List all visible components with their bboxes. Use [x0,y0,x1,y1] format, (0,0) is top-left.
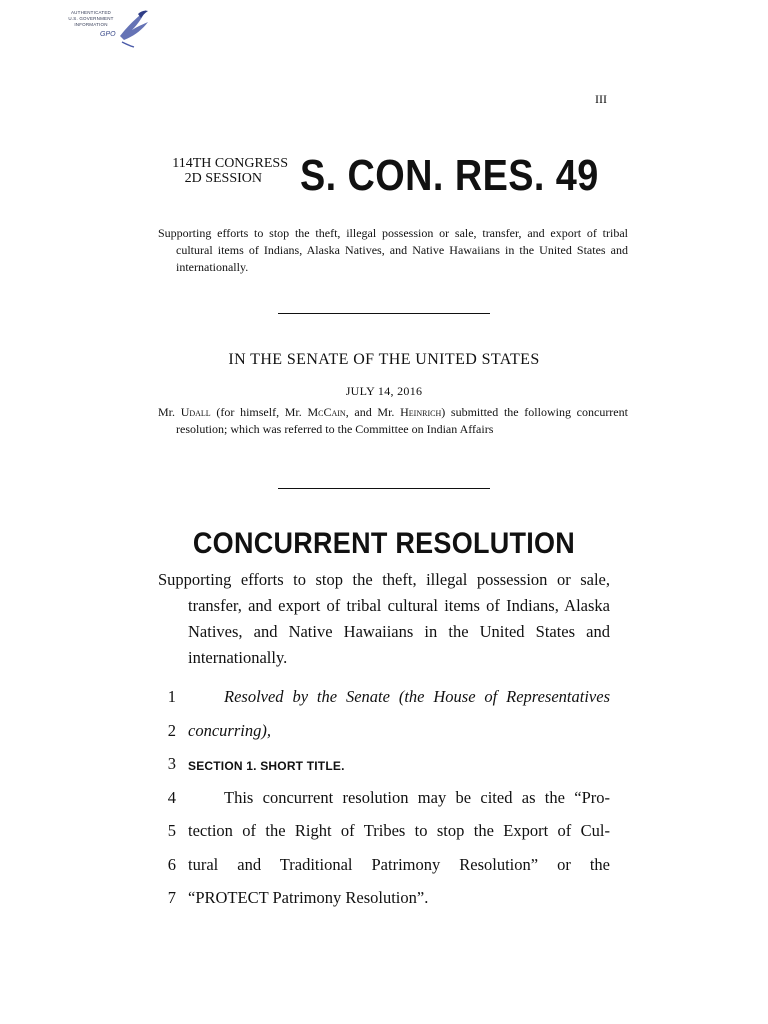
sponsor-text-2: , and Mr. [345,405,401,419]
cosponsor-name: McCain [307,405,346,419]
action-date: JULY 14, 2016 [345,384,423,398]
body-text-line: tection of the Right of Tribes to stop the Export of Cul- [188,821,610,840]
document-type-heading: CONCURRENT RESOLUTION [192,527,576,560]
line-number: 1 [167,687,176,706]
short-title: Supporting efforts to stop the theft, illegal possession or sale, transfer, and export of tribal cultural items of Indians, Alaska Natives, and Native Hawaiians in the United States and internationally. [158,226,628,274]
chamber-heading: IN THE SENATE OF THE UNITED STATES [228,351,540,368]
eagle-icon [116,6,150,48]
divider-rule [278,313,490,314]
bill-number: S. CON. RES. 49 [300,151,599,200]
seal-line-3: INFORMATION [74,22,108,27]
long-title: Supporting efforts to stop the theft, illegal possession or sale, transfer, and export of tribal cultural items of Indians, Alaska Natives, and Native Hawaiians in the United States and internationally. [158,570,610,667]
cosponsor-name: Heinrich [400,405,442,419]
seal-line-1: AUTHENTICATED [70,10,112,15]
line-number: 2 [167,721,176,740]
line-number: 7 [167,888,176,907]
line-number: 5 [167,821,176,840]
resolving-clause: Resolved by the Senate (the House of Representatives [224,687,610,706]
congress-session-block [158,156,288,186]
page-marker: III [595,92,607,106]
resolving-clause: concurring), [188,721,271,740]
line-number: 4 [167,788,176,807]
seal-gpo-mark: GPO [100,31,116,38]
sponsor-text-3: ) submitted the following concurrent resolution; which was referred to the Committee on Indian Affairs [176,405,628,436]
body-text-line: tural and Traditional Patrimony Resolution” or the [188,855,610,874]
line-number: 6 [167,855,176,874]
section-heading: SECTION 1. SHORT TITLE. [188,759,345,773]
congress-number: 114TH CONGRESS [172,156,288,171]
sponsor-text-1: (for himself, Mr. [210,405,308,419]
body-text-line: “PROTECT Patrimony Resolution”. [188,888,429,907]
session-number: 2D SESSION [184,171,262,186]
sponsor-prefix: Mr. [158,405,181,419]
gpo-authentication-seal [60,6,150,48]
body-text-line: This concurrent resolution may be cited as the “Pro- [224,788,610,807]
divider-rule [278,488,490,489]
sponsor-name: Udall [180,405,211,419]
line-number: 3 [167,754,176,773]
seal-line-2: U.S. GOVERNMENT [68,16,114,21]
sponsor-statement [158,404,628,438]
